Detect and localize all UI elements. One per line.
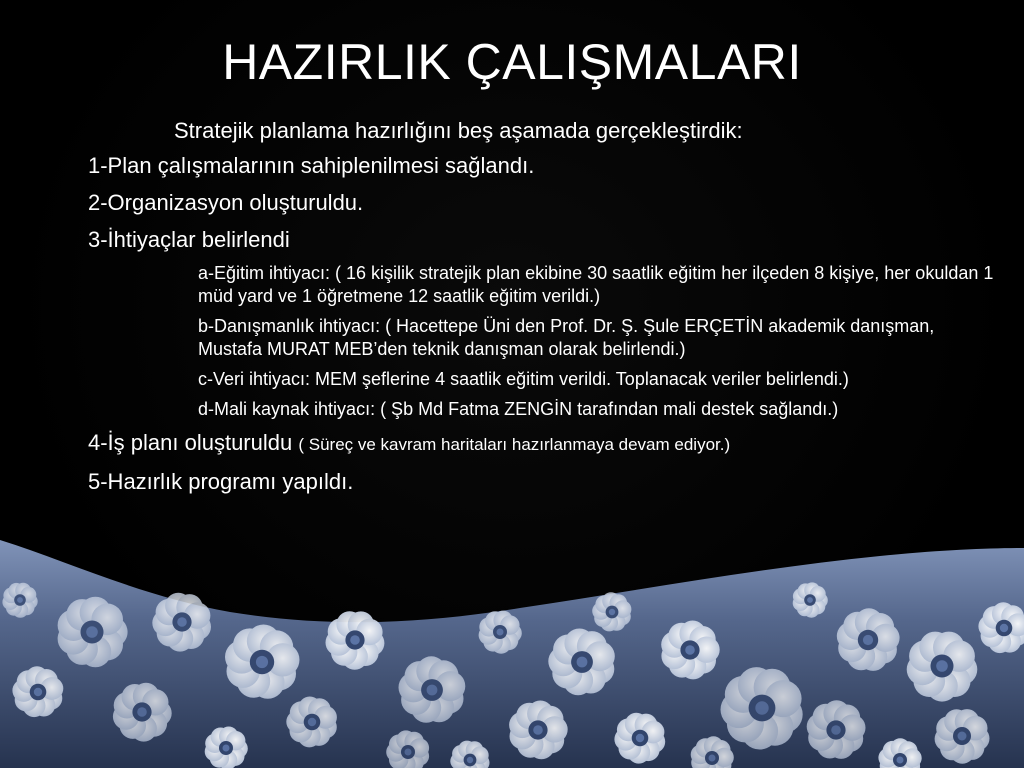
flower-decoration [326, 611, 385, 670]
sublist-item-b: b-Danışmanlık ihtiyacı: ( Hacettepe Üni den Prof. Dr. Ş. Şule ERÇETİN akademik danışman, Mustafa MURAT MEB’den teknik danışman olarak belirlendi.) [198, 316, 935, 359]
list-item-3: 3-İhtiyaçlar belirlendi [88, 227, 290, 252]
list-item-4-note: ( Süreç ve kavram haritaları hazırlanmaya devam ediyor.) [298, 435, 731, 454]
sublist-item-d: d-Mali kaynak ihtiyacı: ( Şb Md Fatma ZENGİN tarafından mali destek sağlandı.) [198, 399, 839, 419]
list-item-2: 2-Organizasyon oluşturuldu. [88, 190, 364, 215]
sublist-item-a: a-Eğitim ihtiyacı: ( 16 kişilik stratejik plan ekibine 30 saatlik eğitim her ilçeden 8 kişiye, her okuldan 1 müd yard ve 1 öğretmene 12 saatlik eğitim verildi.) [198, 263, 994, 306]
needs-sublist [198, 262, 998, 421]
list-item-4-text: 4-İş planı oluşturuldu [88, 430, 293, 455]
sublist-item-c: c-Veri ihtiyacı: MEM şeflerine 4 saatlik eğitim verildi. Toplanacak veriler belirlendi.) [198, 369, 849, 389]
list-item-1: 1-Plan çalışmalarının sahiplenilmesi sağlandı. [88, 153, 535, 178]
slide-body [88, 116, 994, 504]
slide-title: HAZIRLIK ÇALIŞMALARI [222, 34, 802, 90]
intro-text: Stratejik planlama hazırlığını beş aşamada gerçekleştirdik: [174, 118, 743, 143]
list-item-4 [88, 428, 988, 460]
list-item-5: 5-Hazırlık programı yapıldı. [88, 469, 354, 494]
flower-decoration [152, 593, 211, 652]
